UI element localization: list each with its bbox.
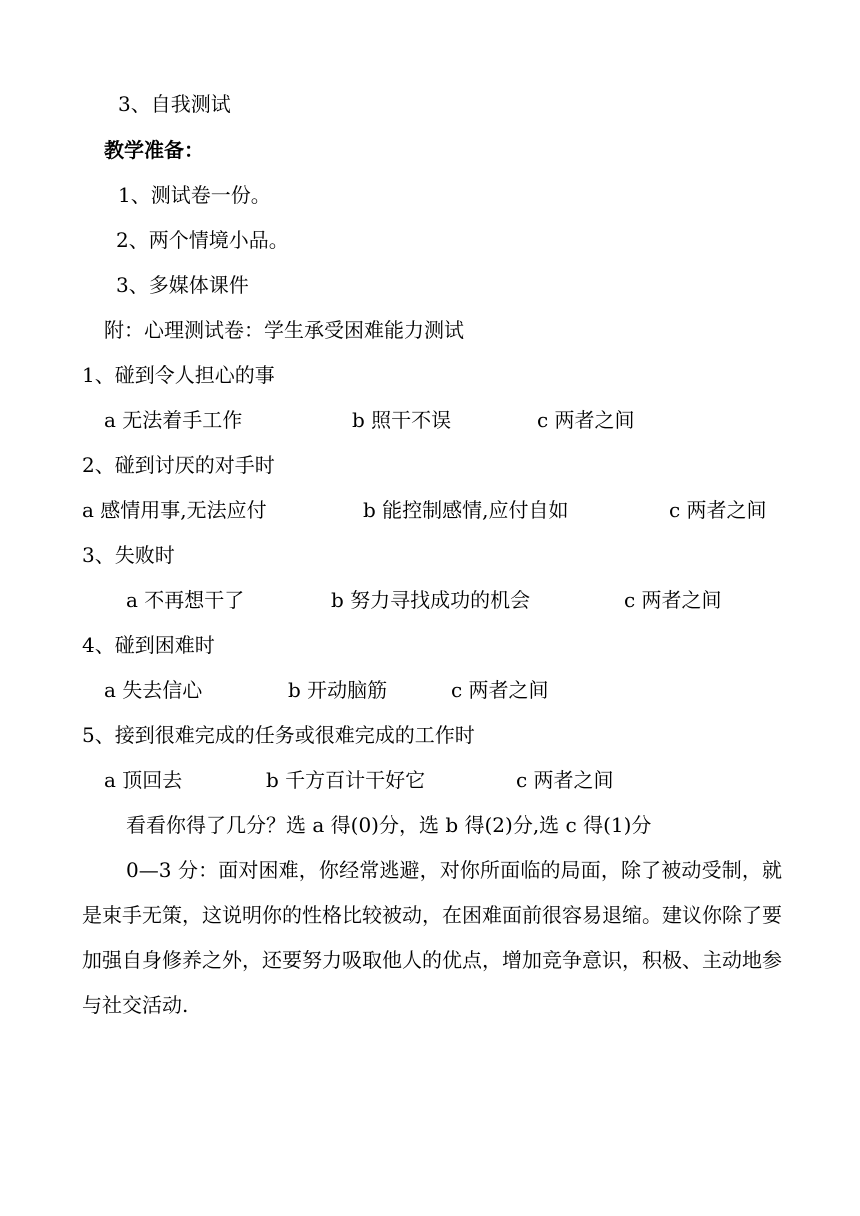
question-2-option-a: a 感情用事,无法应付 bbox=[82, 498, 267, 522]
question-1: 1、碰到令人担心的事 bbox=[82, 363, 275, 387]
question-3: 3、失败时 bbox=[82, 543, 175, 567]
question-4-option-a: a 失去信心 bbox=[104, 678, 203, 702]
question-4-option-b: b 开动脑筋 bbox=[288, 678, 388, 702]
result-paragraph: 0—3 分：面对困难，你经常逃避，对你所面临的局面，除了被动受制，就是束手无策，这说明你的性格比较被动，在困难面前很容易退缩。建议你除了要加强自身修养之外，还要努力吸取他人的优点，增加竞争意识，积极、主动地参与社交活动. bbox=[82, 858, 782, 1017]
question-4: 4、碰到困难时 bbox=[82, 633, 215, 657]
prep-item-2: 2、两个情境小品。 bbox=[116, 228, 289, 252]
prep-item-1: 1、测试卷一份。 bbox=[118, 183, 271, 207]
question-3-option-b: b 努力寻找成功的机会 bbox=[331, 588, 531, 612]
appendix-title: 附：心理测试卷：学生承受困难能力测试 bbox=[104, 318, 464, 342]
question-2-option-c: c 两者之间 bbox=[669, 498, 767, 522]
question-1-option-b: b 照干不误 bbox=[352, 408, 452, 432]
question-3-option-c: c 两者之间 bbox=[624, 588, 722, 612]
question-3-option-a: a 不再想干了 bbox=[126, 588, 245, 612]
question-4-option-c: c 两者之间 bbox=[451, 678, 549, 702]
question-2-option-b: b 能控制感情,应付自如 bbox=[363, 498, 569, 522]
step-3: 3、自我测试 bbox=[118, 92, 231, 116]
prep-item-3: 3、多媒体课件 bbox=[116, 273, 249, 297]
prep-heading: 教学准备： bbox=[104, 138, 204, 162]
question-5: 5、接到很难完成的任务或很难完成的工作时 bbox=[82, 723, 475, 747]
question-2: 2、碰到讨厌的对手时 bbox=[82, 453, 275, 477]
question-5-option-c: c 两者之间 bbox=[516, 768, 614, 792]
question-1-option-a: a 无法着手工作 bbox=[104, 408, 243, 432]
scoring-instructions: 看看你得了几分？选 a 得(0)分，选 b 得(2)分,选 c 得(1)分 bbox=[126, 813, 652, 837]
question-1-option-c: c 两者之间 bbox=[537, 408, 635, 432]
question-5-option-a: a 顶回去 bbox=[104, 768, 183, 792]
question-5-option-b: b 千方百计干好它 bbox=[266, 768, 426, 792]
